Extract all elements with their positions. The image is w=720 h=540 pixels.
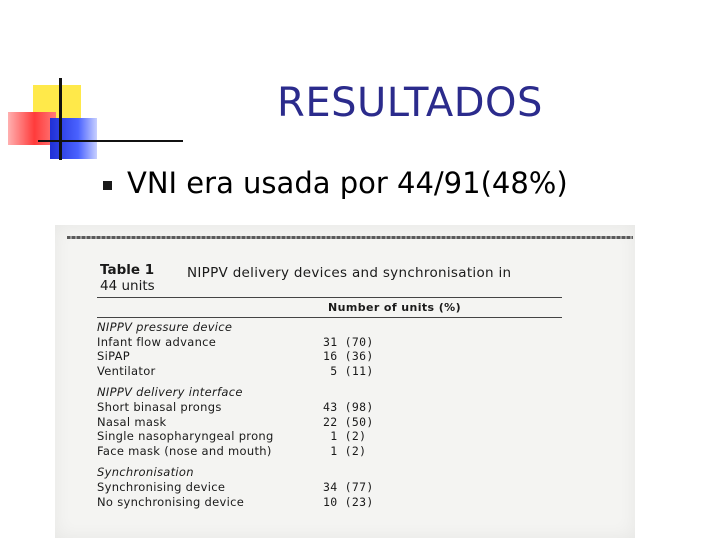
row-label: No synchronising device xyxy=(97,495,245,509)
table-caption: NIPPV delivery devices and synchronisation in xyxy=(187,265,512,281)
row-value: 31 (70) xyxy=(323,335,374,349)
table-rule-header xyxy=(97,317,562,318)
row-label: Nasal mask xyxy=(97,415,167,429)
table-label: Table 1 xyxy=(100,262,155,278)
row-label: Infant flow advance xyxy=(97,335,217,349)
section-heading: Synchronisation xyxy=(97,465,194,479)
row-label: Single nasopharyngeal prong xyxy=(97,429,274,443)
row-label: SiPAP xyxy=(97,349,130,363)
decor-vertical-line xyxy=(59,78,62,160)
row-value: 34 (77) xyxy=(323,480,374,494)
column-header: Number of units (%) xyxy=(328,301,462,314)
row-value: 1 (2) xyxy=(323,444,367,458)
scanned-table xyxy=(55,225,635,538)
row-label: Ventilator xyxy=(97,364,156,378)
row-value: 1 (2) xyxy=(323,429,367,443)
row-value: 16 (36) xyxy=(323,349,374,363)
row-value: 10 (23) xyxy=(323,495,374,509)
section-heading: NIPPV delivery interface xyxy=(97,385,243,399)
slide-title: RESULTADOS xyxy=(277,80,543,126)
row-value: 22 (50) xyxy=(323,415,374,429)
section-heading: NIPPV pressure device xyxy=(97,320,233,334)
table-rule-top xyxy=(97,297,562,298)
bullet-text: VNI era usada por 44/91(48%) xyxy=(127,166,568,200)
table-units: 44 units xyxy=(100,278,155,294)
row-label: Synchronising device xyxy=(97,480,226,494)
row-label: Face mask (nose and mouth) xyxy=(97,444,272,458)
row-label: Short binasal prongs xyxy=(97,400,222,414)
decor-blue-square xyxy=(50,118,97,159)
bullet-square-icon xyxy=(103,181,112,190)
row-value: 43 (98) xyxy=(323,400,374,414)
scan-top-border xyxy=(67,236,633,239)
row-value: 5 (11) xyxy=(323,364,374,378)
decor-horizontal-line xyxy=(38,140,183,142)
